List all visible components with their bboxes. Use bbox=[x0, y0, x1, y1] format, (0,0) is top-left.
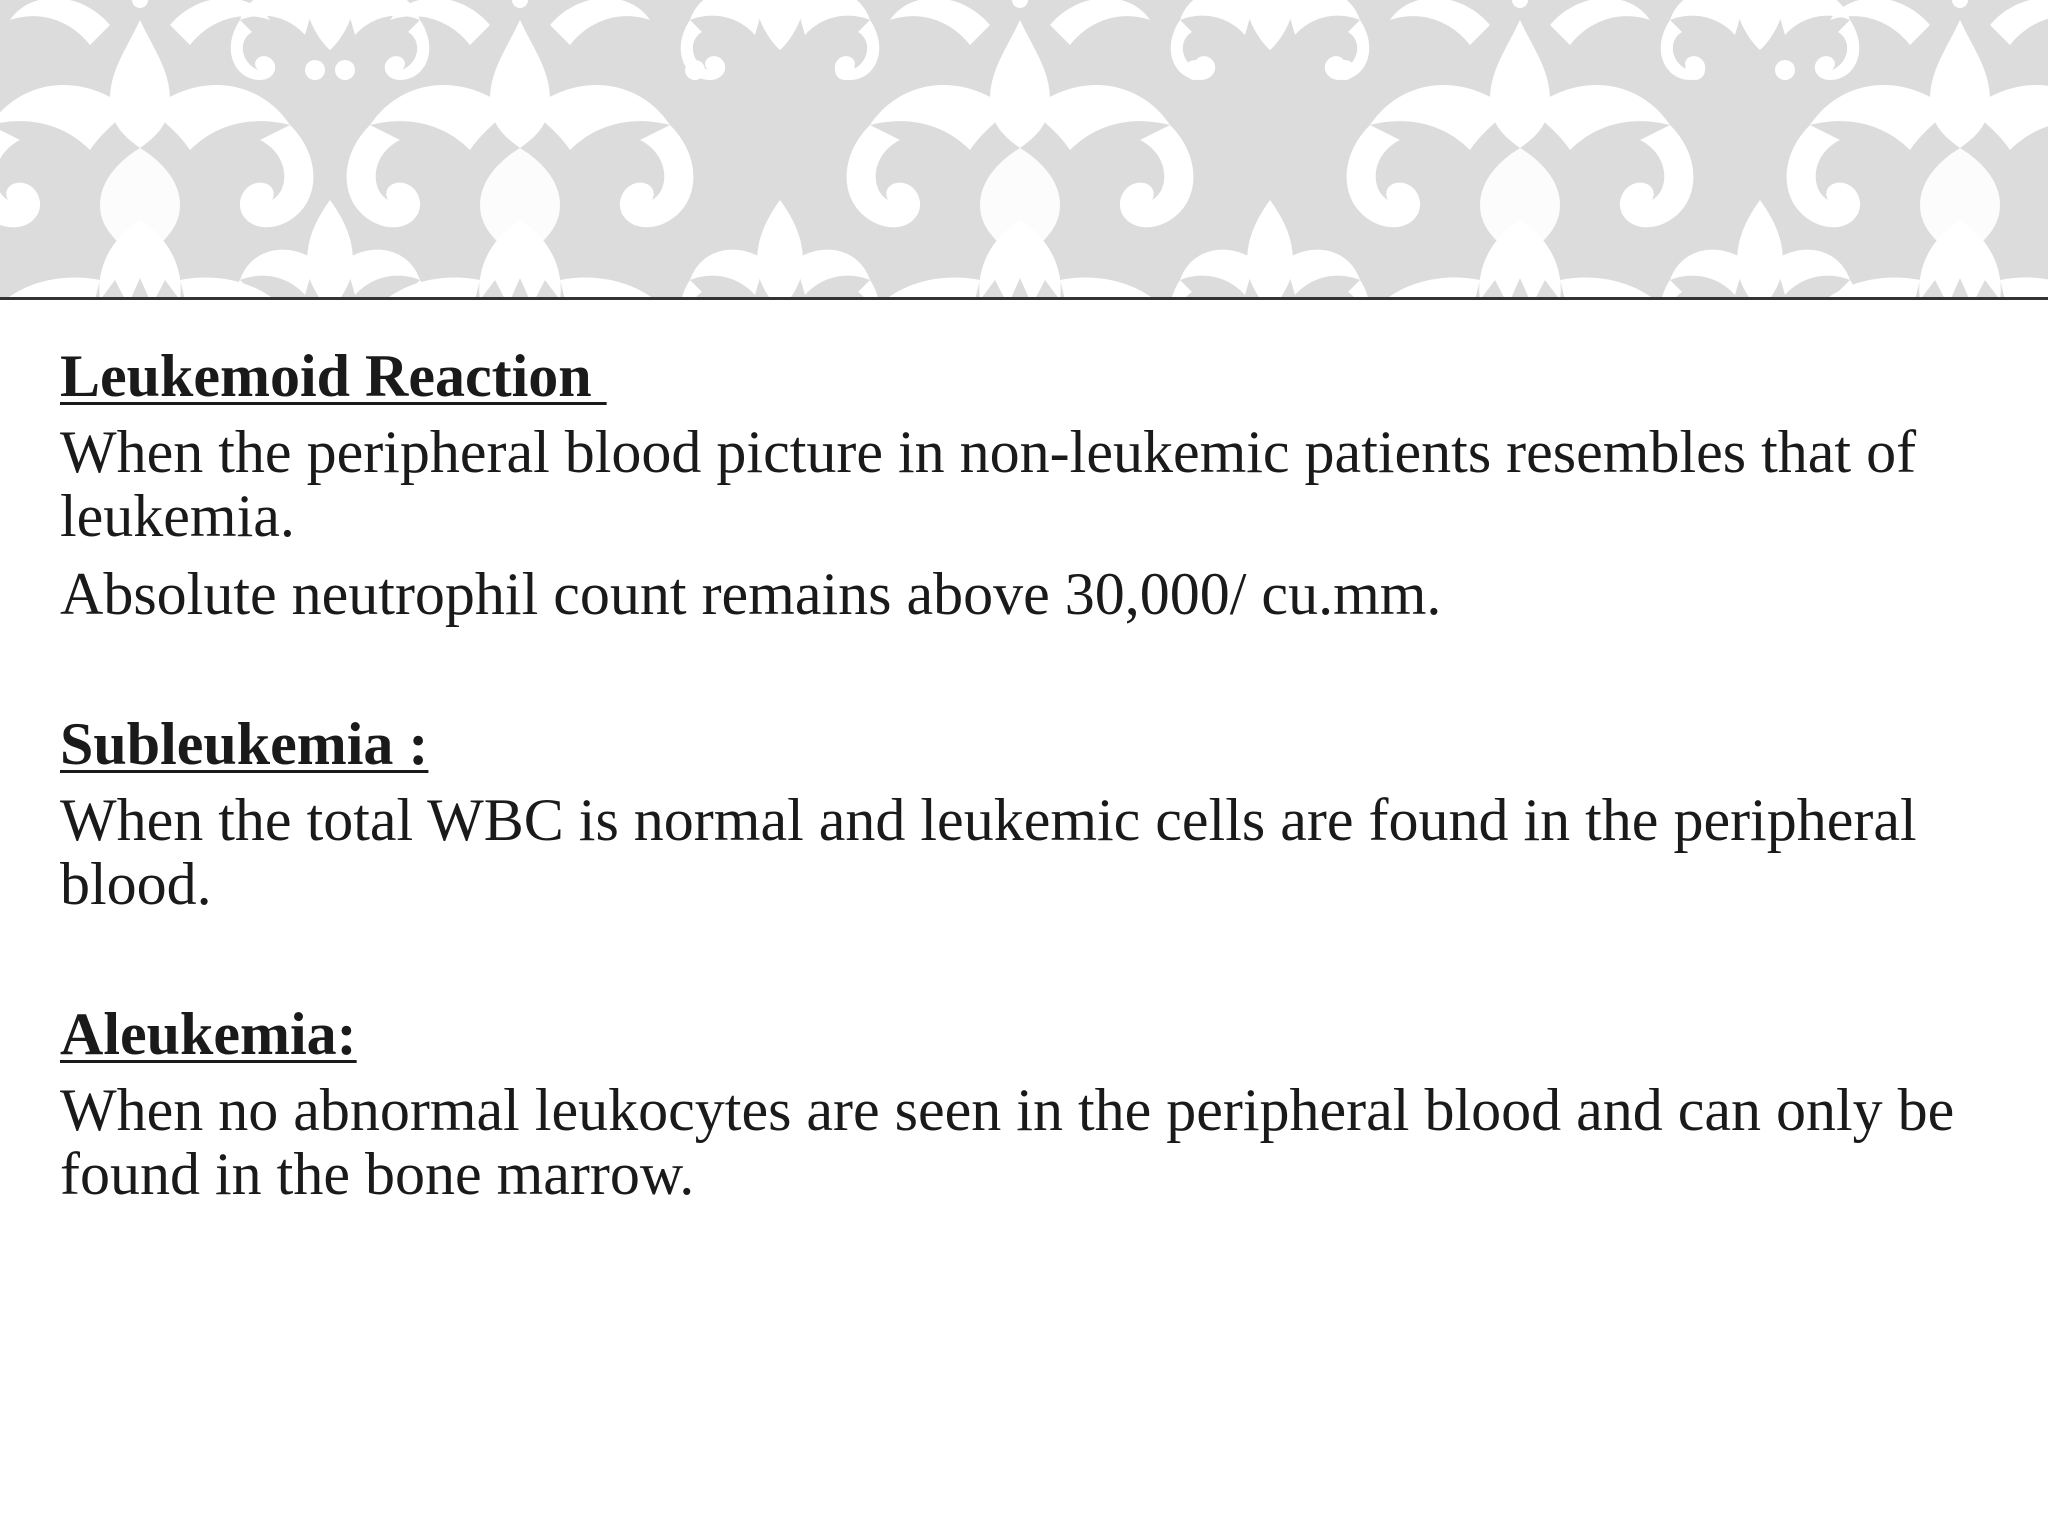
section-paragraph: When the peripheral blood picture in non-leukemic patients resembles that of leukemia. bbox=[60, 419, 1917, 549]
damask-banner bbox=[0, 0, 2048, 298]
section-paragraph: When the total WBC is normal and leukemic cells are found in the peripheral blood. bbox=[60, 787, 1917, 917]
section-heading: Subleukemia : bbox=[60, 711, 429, 777]
section-subleukemia bbox=[60, 708, 2000, 916]
section-aleukemia bbox=[60, 998, 2000, 1206]
section-paragraph: When no abnormal leukocytes are seen in the peripheral blood and can only be found in the bone marrow. bbox=[60, 1077, 1955, 1207]
banner-divider bbox=[0, 297, 2048, 300]
slide-body bbox=[60, 340, 2000, 1206]
section-paragraph: Absolute neutrophil count remains above 30,000/ cu.mm. bbox=[60, 561, 1442, 627]
damask-pattern-icon bbox=[0, 0, 2048, 298]
section-leukemoid-reaction bbox=[60, 340, 2000, 626]
section-heading: Aleukemia: bbox=[60, 1001, 357, 1067]
section-heading: Leukemoid Reaction bbox=[60, 343, 607, 409]
